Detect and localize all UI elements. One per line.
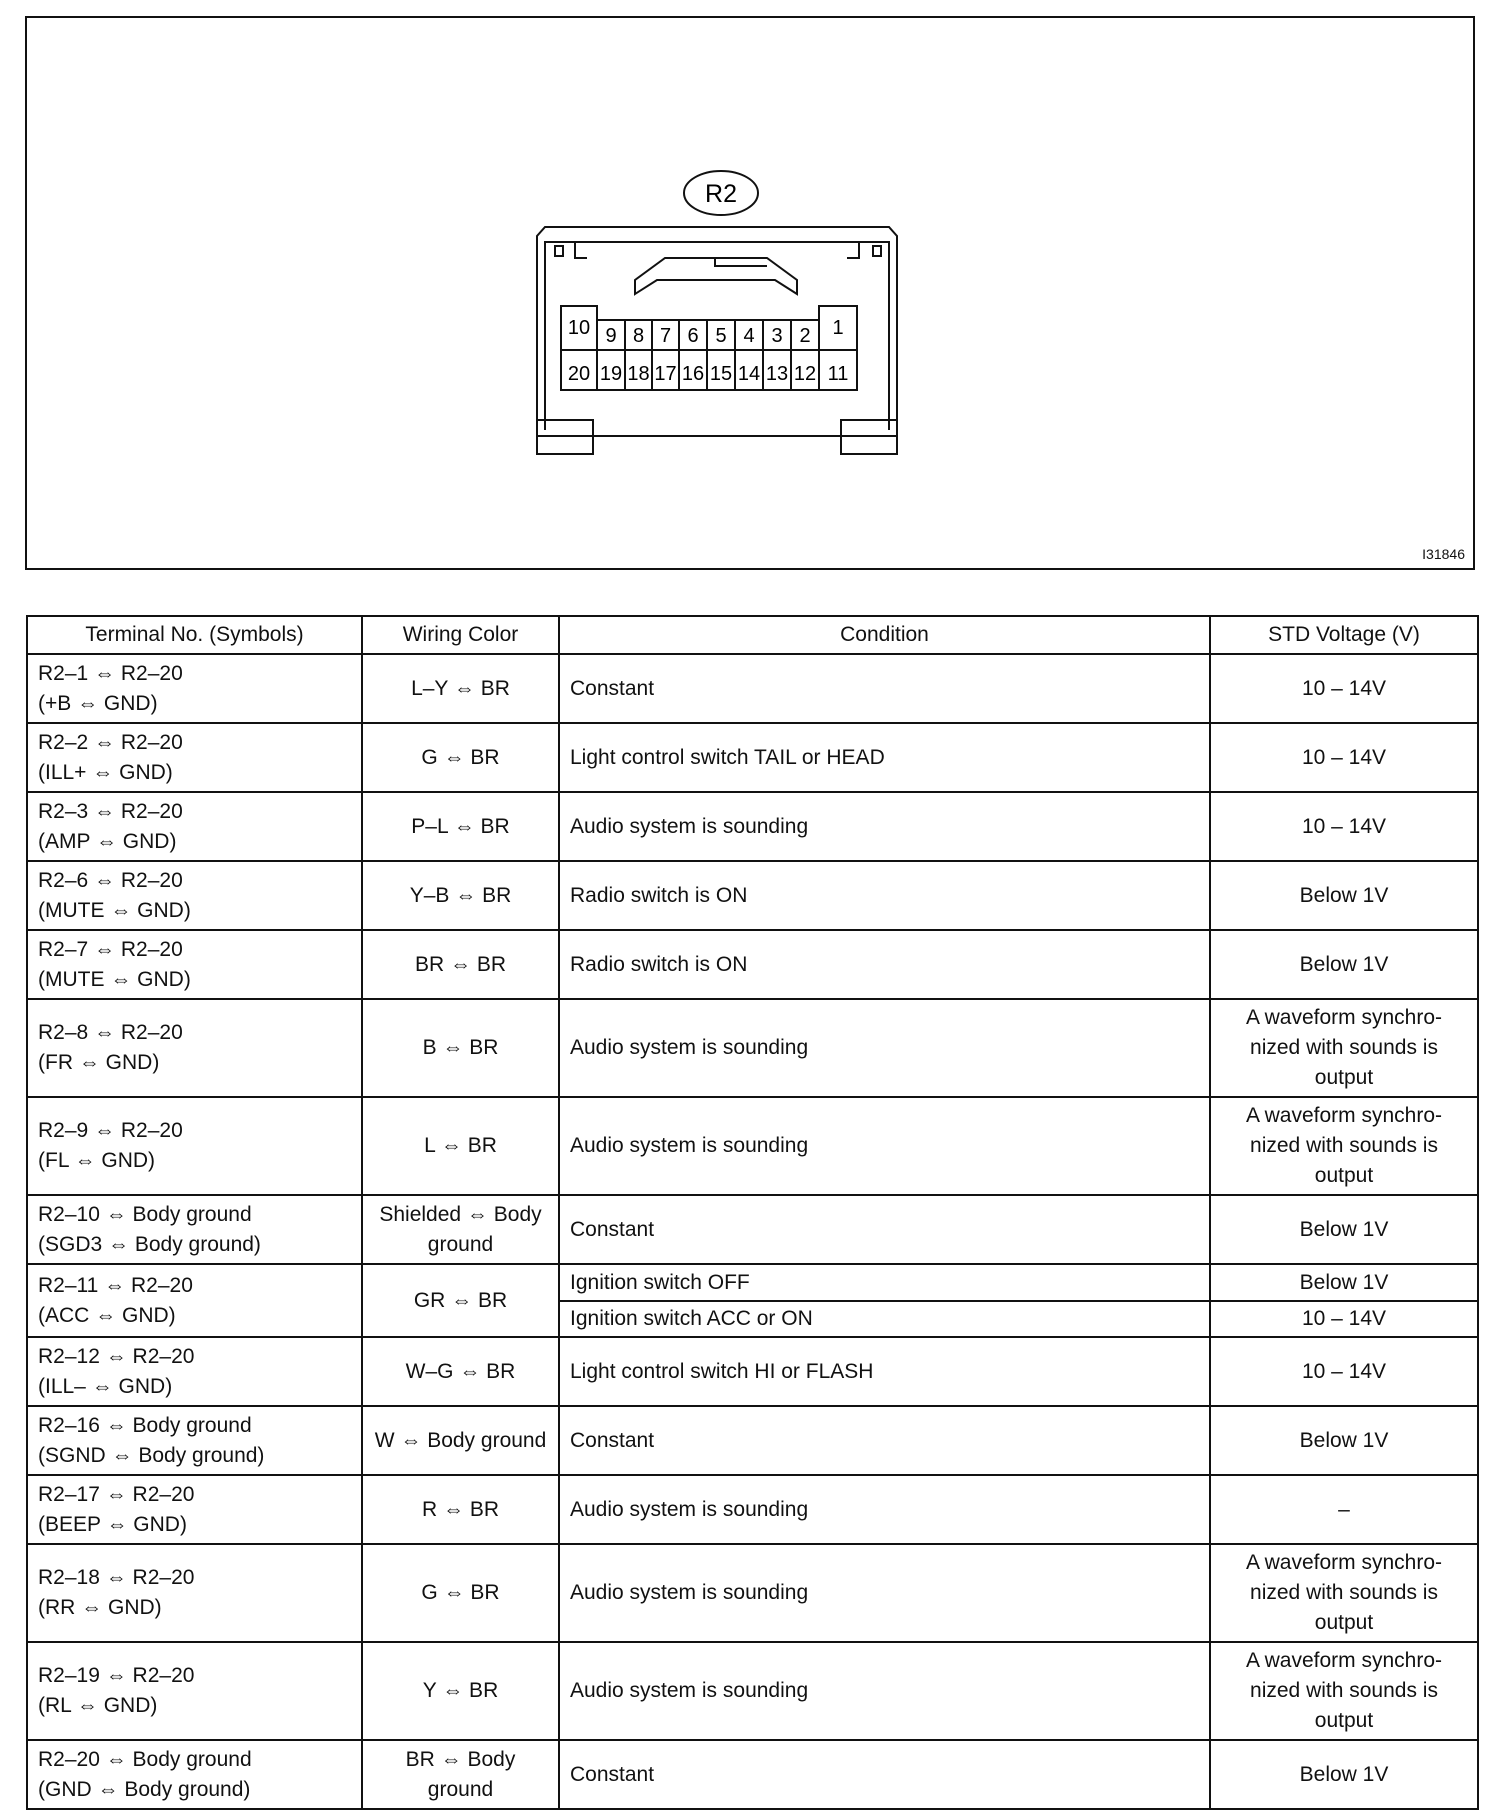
pin-number: 9 xyxy=(605,325,617,347)
std-voltage-cell: Below 1V xyxy=(1210,1740,1478,1809)
wiring-color-cell: GR ⇔ BR xyxy=(362,1264,559,1337)
wiring-color-cell: W–G ⇔ BR xyxy=(362,1337,559,1406)
pin-number: 13 xyxy=(765,363,789,385)
table-row xyxy=(27,1475,1478,1544)
pin-number: 7 xyxy=(659,325,672,347)
pin-number: 14 xyxy=(737,363,761,385)
table-row xyxy=(27,1195,1478,1264)
pin-number: 6 xyxy=(687,325,699,347)
std-voltage-cell: Below 1V xyxy=(1210,861,1478,930)
terminal-symbols: (SGND ⇔ Body ground) xyxy=(38,1443,265,1467)
terminal-number: R2–11 ⇔ R2–20 xyxy=(38,1273,193,1297)
table-row xyxy=(27,999,1478,1097)
pin-number: 2 xyxy=(799,325,811,347)
terminal-cell xyxy=(27,1195,362,1264)
table-row xyxy=(27,792,1478,861)
table-row xyxy=(27,930,1478,999)
terminal-number: R2–12 ⇔ R2–20 xyxy=(38,1344,195,1368)
std-voltage-cell: – xyxy=(1210,1475,1478,1544)
wiring-color-cell: L ⇔ BR xyxy=(362,1097,559,1195)
terminal-symbols: (RL ⇔ GND) xyxy=(38,1694,158,1717)
pin-number: 11 xyxy=(827,363,849,385)
table-row xyxy=(27,723,1478,792)
terminal-number: R2–9 ⇔ R2–20 xyxy=(38,1119,183,1142)
condition-cell: Audio system is sounding xyxy=(559,792,1210,861)
pin-number: 1 xyxy=(832,317,844,339)
wiring-color-cell: B ⇔ BR xyxy=(362,999,559,1097)
terminal-symbols: (ACC ⇔ GND) xyxy=(38,1303,176,1327)
condition-cell: Light control switch HI or FLASH xyxy=(559,1337,1210,1406)
terminal-number: R2–16 ⇔ Body ground xyxy=(38,1413,252,1437)
terminal-number: R2–3 ⇔ R2–20 xyxy=(38,799,183,823)
condition-cell: Audio system is sounding xyxy=(559,1544,1210,1642)
terminal-symbols: (FL ⇔ GND) xyxy=(38,1149,156,1172)
header-terminal: Terminal No. (Symbols) xyxy=(27,616,362,654)
condition-cell: Ignition switch OFF xyxy=(559,1264,1210,1301)
wiring-color-cell: G ⇔ BR xyxy=(362,723,559,792)
table-body xyxy=(27,654,1478,1809)
std-voltage-cell: A waveform synchro- nized with sounds is output xyxy=(1210,1642,1478,1740)
wiring-color-cell: BR ⇔ Body ground xyxy=(362,1740,559,1809)
std-voltage-cell: 10 – 14V xyxy=(1210,1301,1478,1337)
table-row xyxy=(27,1406,1478,1475)
terminal-number: R2–2 ⇔ R2–20 xyxy=(38,730,183,754)
header-std-voltage: STD Voltage (V) xyxy=(1210,616,1478,654)
pin-number: 10 xyxy=(567,317,591,339)
wiring-color-cell: Y ⇔ BR xyxy=(362,1642,559,1740)
pin-number: 19 xyxy=(599,363,623,385)
terminal-number: R2–8 ⇔ R2–20 xyxy=(38,1021,183,1044)
terminal-symbols: (RR ⇔ GND) xyxy=(38,1596,162,1619)
wiring-color-cell: BR ⇔ BR xyxy=(362,930,559,999)
terminal-number: R2–10 ⇔ Body ground xyxy=(38,1202,252,1226)
table-row xyxy=(27,861,1478,930)
wiring-color-cell: Y–B ⇔ BR xyxy=(362,861,559,930)
connector-label: R2 xyxy=(705,180,737,208)
std-voltage-cell: A waveform synchro- nized with sounds is output xyxy=(1210,1544,1478,1642)
pin-number: 8 xyxy=(632,325,645,347)
table-row xyxy=(27,1642,1478,1740)
terminal-cell xyxy=(27,1544,362,1642)
connector-diagram xyxy=(27,18,1473,568)
terminal-cell xyxy=(27,999,362,1097)
condition-cell: Radio switch is ON xyxy=(559,861,1210,930)
pin-number: 5 xyxy=(715,325,727,347)
table-row xyxy=(27,654,1478,723)
table-row xyxy=(27,1337,1478,1406)
pin-number: 18 xyxy=(627,363,650,385)
pin-number: 3 xyxy=(771,325,783,347)
table-row xyxy=(27,1740,1478,1809)
std-voltage-cell: Below 1V xyxy=(1210,1406,1478,1475)
table-row xyxy=(27,1544,1478,1642)
pin-number: 16 xyxy=(681,363,705,385)
terminal-number: R2–6 ⇔ R2–20 xyxy=(38,868,183,892)
condition-cell: Audio system is sounding xyxy=(559,1475,1210,1544)
table-row xyxy=(27,1264,1478,1301)
condition-cell: Audio system is sounding xyxy=(559,1642,1210,1740)
wiring-color-cell: G ⇔ BR xyxy=(362,1544,559,1642)
condition-cell: Ignition switch ACC or ON xyxy=(559,1301,1210,1337)
std-voltage-cell: Below 1V xyxy=(1210,930,1478,999)
terminal-cell xyxy=(27,1740,362,1809)
pin-number: 12 xyxy=(793,363,817,385)
terminal-symbols: (SGD3 ⇔ Body ground) xyxy=(38,1232,261,1256)
std-voltage-cell: Below 1V xyxy=(1210,1264,1478,1301)
std-voltage-cell: 10 – 14V xyxy=(1210,1337,1478,1406)
pin-number: 17 xyxy=(654,363,677,385)
terminal-symbols: (ILL+ ⇔ GND) xyxy=(38,760,173,784)
terminal-number: R2–18 ⇔ R2–20 xyxy=(38,1566,195,1589)
pin-grid xyxy=(561,306,857,390)
terminal-symbols: (ILL– ⇔ GND) xyxy=(38,1374,173,1398)
terminal-cell xyxy=(27,792,362,861)
header-wiring-color: Wiring Color xyxy=(362,616,559,654)
condition-cell: Radio switch is ON xyxy=(559,930,1210,999)
terminal-cell xyxy=(27,1406,362,1475)
terminal-cell xyxy=(27,1337,362,1406)
terminal-number: R2–7 ⇔ R2–20 xyxy=(38,937,183,961)
condition-cell: Constant xyxy=(559,1406,1210,1475)
condition-cell: Light control switch TAIL or HEAD xyxy=(559,723,1210,792)
condition-cell: Constant xyxy=(559,654,1210,723)
terminal-symbols: (GND ⇔ Body ground) xyxy=(38,1777,251,1801)
table-row xyxy=(27,1097,1478,1195)
std-voltage-cell: A waveform synchro- nized with sounds is output xyxy=(1210,999,1478,1097)
terminal-number: R2–17 ⇔ R2–20 xyxy=(38,1482,195,1506)
terminal-cell xyxy=(27,654,362,723)
condition-cell: Constant xyxy=(559,1740,1210,1809)
terminal-symbols: (FR ⇔ GND) xyxy=(38,1051,160,1074)
terminal-voltage-table xyxy=(26,615,1479,1810)
pin-number: 20 xyxy=(567,363,591,385)
terminal-cell xyxy=(27,1097,362,1195)
terminal-cell xyxy=(27,1475,362,1544)
terminal-cell xyxy=(27,930,362,999)
terminal-cell xyxy=(27,1642,362,1740)
std-voltage-cell: 10 – 14V xyxy=(1210,654,1478,723)
wiring-color-cell: L–Y ⇔ BR xyxy=(362,654,559,723)
header-condition: Condition xyxy=(559,616,1210,654)
terminal-symbols: (MUTE ⇔ GND) xyxy=(38,898,191,922)
pin-number: 15 xyxy=(709,363,733,385)
terminal-cell xyxy=(27,1264,362,1337)
terminal-number: R2–20 ⇔ Body ground xyxy=(38,1747,252,1771)
condition-cell: Audio system is sounding xyxy=(559,999,1210,1097)
terminal-symbols: (BEEP ⇔ GND) xyxy=(38,1512,187,1536)
wiring-color-cell: P–L ⇔ BR xyxy=(362,792,559,861)
terminal-symbols: (MUTE ⇔ GND) xyxy=(38,967,191,991)
terminal-cell xyxy=(27,723,362,792)
terminal-number: R2–1 ⇔ R2–20 xyxy=(38,661,183,685)
wiring-color-cell: R ⇔ BR xyxy=(362,1475,559,1544)
std-voltage-cell: 10 – 14V xyxy=(1210,723,1478,792)
std-voltage-cell: 10 – 14V xyxy=(1210,792,1478,861)
terminal-cell xyxy=(27,861,362,930)
terminal-symbols: (+B ⇔ GND) xyxy=(38,691,158,715)
wiring-color-cell: W ⇔ Body ground xyxy=(362,1406,559,1475)
condition-cell: Audio system is sounding xyxy=(559,1097,1210,1195)
std-voltage-cell: A waveform synchro- nized with sounds is output xyxy=(1210,1097,1478,1195)
connector-figure xyxy=(25,16,1475,570)
std-voltage-cell: Below 1V xyxy=(1210,1195,1478,1264)
terminal-number: R2–19 ⇔ R2–20 xyxy=(38,1664,195,1687)
wiring-color-cell: Shielded ⇔ Body ground xyxy=(362,1195,559,1264)
condition-cell: Constant xyxy=(559,1195,1210,1264)
terminal-symbols: (AMP ⇔ GND) xyxy=(38,829,177,853)
figure-id: I31846 xyxy=(1422,546,1465,562)
table-header-row xyxy=(27,616,1478,654)
pin-number: 4 xyxy=(743,325,755,347)
